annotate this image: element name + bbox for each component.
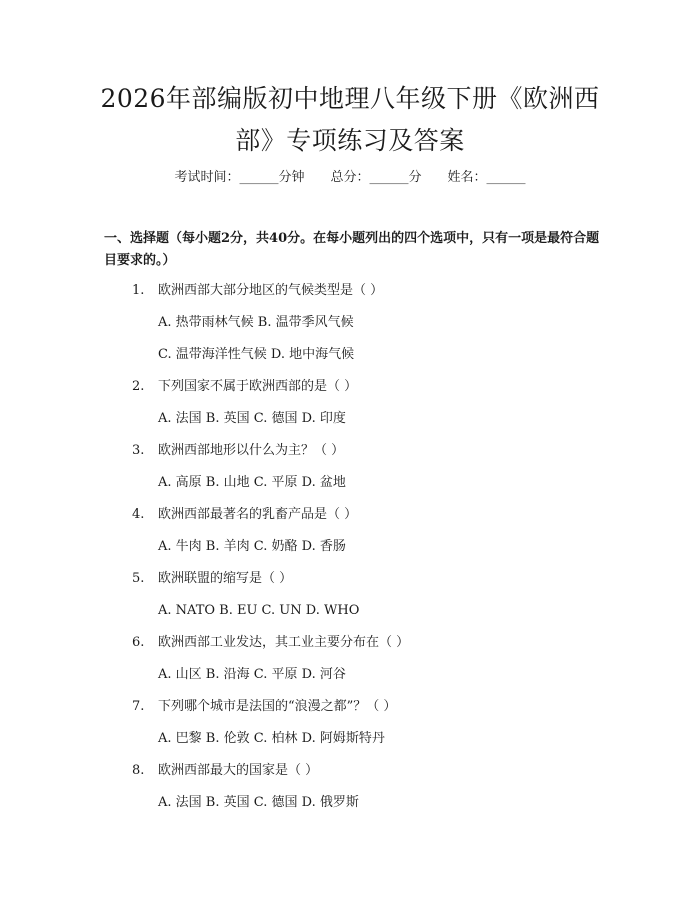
question-3-options: A. 高原 B. 山地 C. 平原 D. 盆地 (158, 475, 346, 490)
question-text: 欧洲西部最著名的乳畜产品是（ ） (158, 507, 358, 522)
question-number: 4. (132, 507, 145, 522)
question-6 (132, 633, 409, 653)
question-text: 欧洲西部地形以什么为主？（ ） (158, 443, 345, 458)
question-4 (132, 505, 357, 525)
time-unit: 分钟 (278, 170, 305, 185)
question-7-options: A. 巴黎 B. 伦敦 C. 柏林 D. 阿姆斯特丹 (158, 731, 385, 746)
question-number: 6. (132, 635, 145, 650)
question-3 (132, 441, 344, 461)
question-8-options: A. 法国 B. 英国 C. 德国 D. 俄罗斯 (158, 795, 359, 810)
question-1-options-row-1: A. 热带雨林气候 B. 温带季风气候 (158, 315, 354, 330)
question-7 (132, 697, 396, 717)
section-heading: 一、选择题（每小题2分，共40分。在每小题列出的四个选项中，只有一项是最符合题目要求的。） (104, 231, 600, 268)
question-text: 下列哪个城市是法国的“浪漫之都”？（ ） (158, 699, 397, 714)
score-label: 总分： (330, 170, 370, 185)
exam-meta (0, 168, 700, 188)
time-blank: ______ (239, 170, 279, 185)
question-text: 欧洲西部大部分地区的气候类型是（ ） (158, 283, 384, 298)
question-text: 下列国家不属于欧洲西部的是（ ） (158, 379, 358, 394)
question-text: 欧洲西部工业发达，其工业主要分布在（ ） (158, 635, 410, 650)
question-4-options: A. 牛肉 B. 羊肉 C. 奶酪 D. 香肠 (158, 539, 346, 554)
question-2 (132, 377, 357, 397)
question-number: 5. (132, 571, 145, 586)
question-5-options: A. NATO B. EU C. UN D. WHO (158, 603, 360, 618)
question-number: 3. (132, 443, 145, 458)
score-blank: ______ (369, 170, 409, 185)
question-number: 1. (132, 283, 145, 298)
question-8 (132, 761, 318, 781)
document-title (60, 78, 640, 162)
title-line-2: 部》专项练习及答案 (235, 126, 465, 155)
question-text: 欧洲西部最大的国家是（ ） (158, 763, 319, 778)
question-6-options: A. 山区 B. 沿海 C. 平原 D. 河谷 (158, 667, 346, 682)
question-1-options-row-2: C. 温带海洋性气候 D. 地中海气候 (158, 347, 355, 362)
question-5 (132, 569, 292, 589)
question-number: 2. (132, 379, 145, 394)
question-number: 7. (132, 699, 145, 714)
question-1 (132, 281, 383, 301)
question-number: 8. (132, 763, 145, 778)
question-2-options: A. 法国 B. 英国 C. 德国 D. 印度 (158, 411, 346, 426)
score-unit: 分 (408, 170, 422, 185)
question-text: 欧洲联盟的缩写是（ ） (158, 571, 293, 586)
time-label: 考试时间： (174, 170, 240, 185)
name-blank: ______ (486, 170, 526, 185)
name-label: 姓名： (447, 170, 487, 185)
title-line-1: 2026年部编版初中地理八年级下册《欧洲西 (100, 84, 600, 113)
